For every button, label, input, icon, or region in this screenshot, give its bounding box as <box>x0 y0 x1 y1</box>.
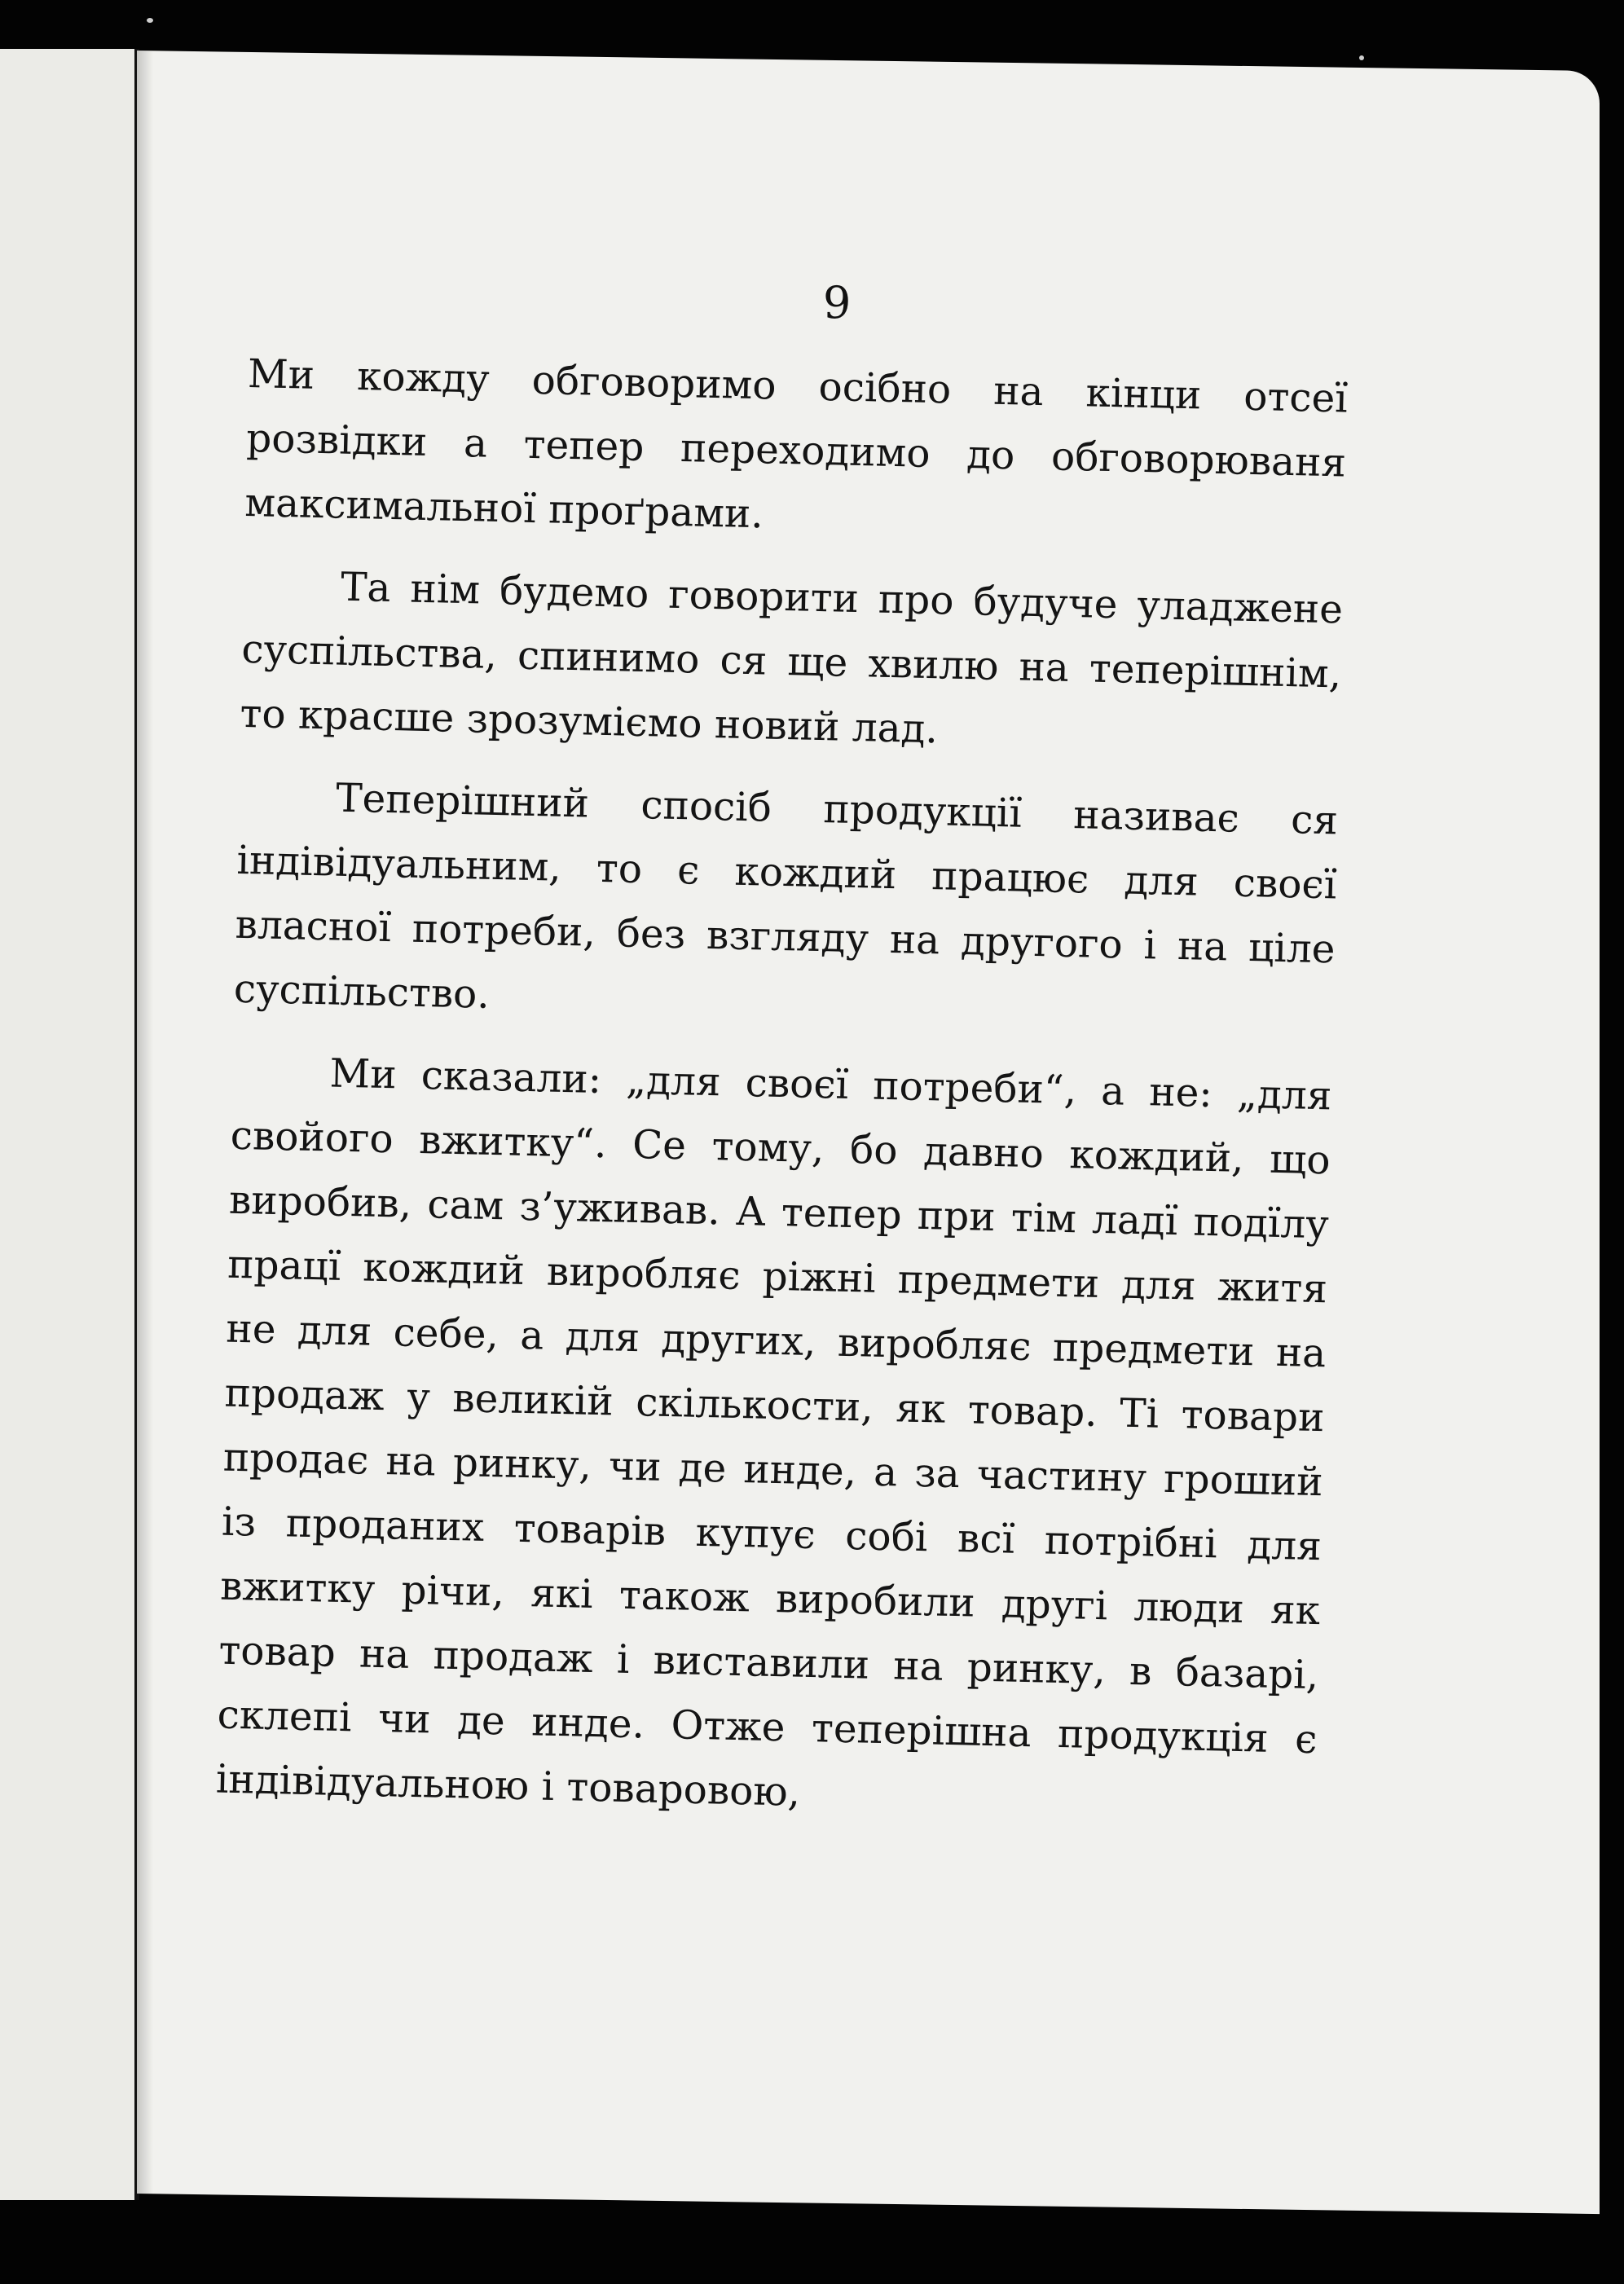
paragraph-1: Ми кожду обговоримо осібно на кінци отсеї розвідки а тепер переходимо до обговорюваня максимальної проґрами. <box>244 350 1349 538</box>
gutter-shadow <box>137 51 153 2194</box>
body-text <box>215 342 1349 1855</box>
left-page-edge <box>0 49 139 2200</box>
dust-speck <box>1359 55 1364 60</box>
paragraph-2: Та нім будемо говорити про будуче уладжене суспільства, спинимо ся ще хвилю на теперішнім, то красше зрозуміємо новий лад. <box>240 564 1344 753</box>
page-number: 9 <box>823 277 852 328</box>
paragraph-4: Ми сказали: „для своєї потреби“, а не: „для свойого вжитку“. Се тому, бо давно кождий, що виробив, сам з’уживав. А тепер при тім ладї подїлу працї кождий виробляє ріжні предмети для житя не для себе, а для других, виробляє предмети на продаж у великій скількости, як товар. Ті товари продає на ринку, чи де инде, а за частину гроший із проданих товарів купує собі всї потрібні для вжитку річи, які також виробили другі люди як товар на продаж і виставили на ринку, в базарі, склепі чи де инде. Отже теперішна продукція є індівідуальною і товаровою, <box>215 1050 1332 1815</box>
paragraph-3: Теперішний спосіб продукції називає ся індівідуальним, то є кождий працює для своєї власної потреби, без взгляду на другого і на ціле суспільство. <box>233 775 1339 1018</box>
dust-speck <box>147 18 153 23</box>
